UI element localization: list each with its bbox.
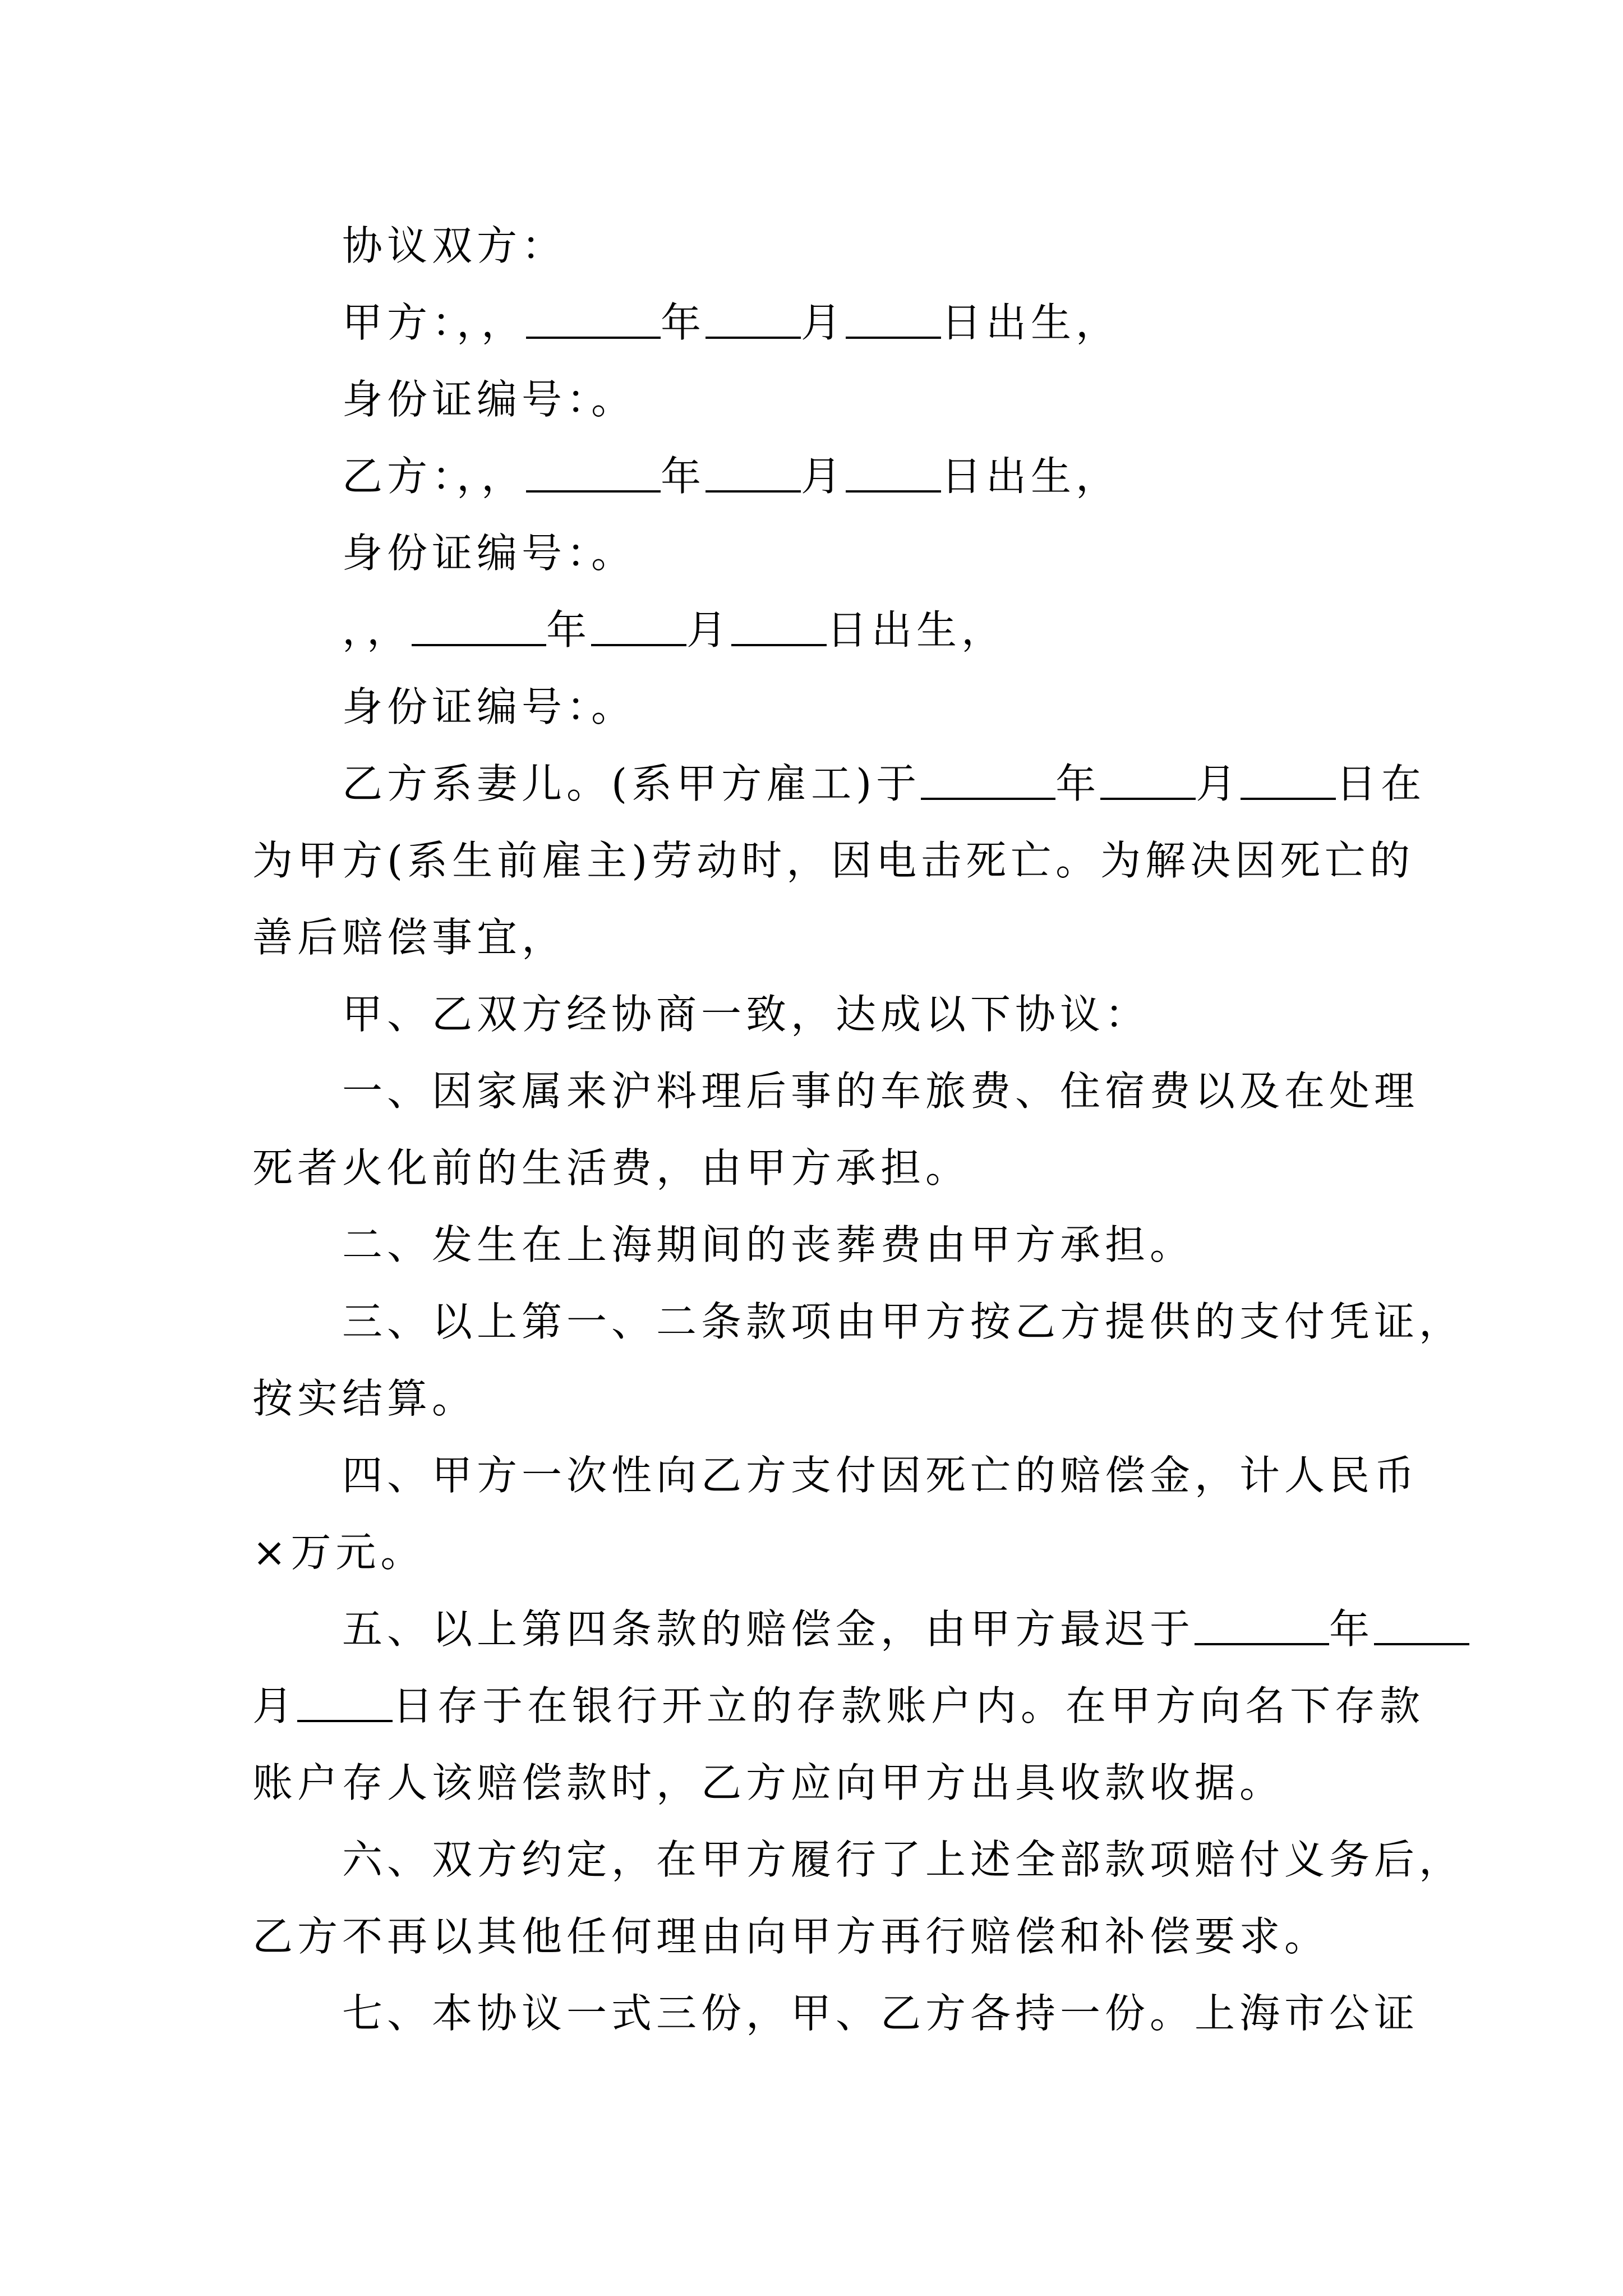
clause-1-line-1: 一、因家属来沪料理后事的车旅费、住宿费以及在处理 bbox=[342, 1068, 1419, 1115]
party-a-month-blank bbox=[706, 296, 801, 339]
party-a-month-label: 月 bbox=[801, 299, 846, 346]
party-b-month-blank bbox=[706, 450, 801, 493]
incident-year-blank bbox=[921, 757, 1055, 800]
party-c-day-blank bbox=[731, 604, 827, 646]
party-a-id-line: 身份证编号：。 bbox=[342, 376, 637, 423]
incident-line-3: 善后赔偿事宜， bbox=[252, 914, 567, 961]
clause-5-day-blank bbox=[297, 1680, 393, 1722]
parties-heading: 协议双方： bbox=[342, 222, 567, 269]
clause-5-month-blank-end bbox=[1374, 1603, 1469, 1645]
clause-5-prefix: 五、以上第四条款的赔偿金，由甲方最迟于 bbox=[342, 1605, 1195, 1653]
clause-5-day-text: 日存于在银行开立的存款账户内。在甲方向名下存款 bbox=[393, 1682, 1425, 1729]
clause-6-line-1: 六、双方约定，在甲方履行了上述全部款项赔付义务后， bbox=[342, 1836, 1464, 1883]
clause-1-line-2: 死者火化前的生活费，由甲方承担。 bbox=[252, 1144, 971, 1191]
party-a-year-label: 年 bbox=[661, 299, 706, 346]
party-b-month-label: 月 bbox=[801, 453, 846, 500]
clause-6-line-2: 乙方不再以其他任何理由向甲方再行赔偿和补偿要求。 bbox=[252, 1913, 1330, 1960]
clause-4-line-1: 四、甲方一次性向乙方支付因死亡的赔偿金，计人民币 bbox=[342, 1452, 1419, 1499]
clause-3-line-2: 按实结算。 bbox=[252, 1375, 477, 1422]
clause-5-line-3: 账户存人该赔偿款时，乙方应向甲方出具收款收据。 bbox=[252, 1759, 1285, 1806]
party-b-day-label: 日出生， bbox=[941, 453, 1121, 500]
clause-7-line-1: 七、本协议一式三份，甲、乙方各持一份。上海市公证 bbox=[342, 1990, 1419, 2037]
party-b-birth-line bbox=[252, 438, 1385, 515]
incident-line-2: 为甲方(系生前雇主)劳动时，因电击死亡。为解决因死亡的 bbox=[252, 837, 1415, 884]
clause-5-year-blank bbox=[1195, 1603, 1329, 1645]
document-page bbox=[252, 208, 1464, 2052]
party-b-id-line: 身份证编号：。 bbox=[342, 530, 637, 577]
party-c-birth-line bbox=[252, 592, 1385, 669]
incident-line-1 bbox=[252, 746, 1426, 822]
party-c-month-label: 月 bbox=[686, 606, 732, 654]
party-b-day-blank bbox=[846, 450, 941, 493]
incident-month-blank bbox=[1100, 757, 1196, 800]
clause-2: 二、发生在上海期间的丧葬费由甲方承担。 bbox=[342, 1221, 1195, 1268]
clause-4-line-2: ×万元。 bbox=[252, 1529, 426, 1576]
incident-year-label: 年 bbox=[1055, 760, 1101, 807]
party-c-year-label: 年 bbox=[546, 606, 592, 654]
agreement-intro: 甲、乙双方经协商一致，达成以下协议： bbox=[342, 991, 1150, 1038]
party-c-id-line: 身份证编号：。 bbox=[342, 683, 637, 730]
incident-day-blank bbox=[1241, 757, 1336, 800]
party-c-month-blank bbox=[591, 604, 686, 646]
party-c-day-label: 日出生， bbox=[827, 606, 1007, 654]
clause-5-line-1 bbox=[252, 1591, 1385, 1668]
incident-day-label: 日在 bbox=[1336, 760, 1426, 807]
party-b-prefix: 乙方：，， bbox=[342, 453, 527, 500]
party-c-year-blank bbox=[412, 604, 546, 646]
party-a-day-blank bbox=[846, 296, 941, 339]
party-c-prefix: ，， bbox=[342, 606, 412, 654]
party-a-prefix: 甲方：，， bbox=[342, 299, 527, 346]
clause-5-month-label: 月 bbox=[252, 1682, 298, 1729]
incident-prefix: 乙方系妻儿。(系甲方雇工)于 bbox=[342, 760, 921, 807]
party-a-year-blank bbox=[526, 296, 661, 339]
incident-month-label: 月 bbox=[1196, 760, 1241, 807]
clause-3-line-1: 三、以上第一、二条款项由甲方按乙方提供的支付凭证， bbox=[342, 1298, 1464, 1345]
clause-5-year-label: 年 bbox=[1329, 1605, 1375, 1653]
party-a-birth-line bbox=[252, 284, 1385, 361]
clause-5-line-2 bbox=[252, 1668, 1425, 1745]
party-a-day-label: 日出生， bbox=[941, 299, 1121, 346]
party-b-year-blank bbox=[526, 450, 661, 493]
party-b-year-label: 年 bbox=[661, 453, 706, 500]
